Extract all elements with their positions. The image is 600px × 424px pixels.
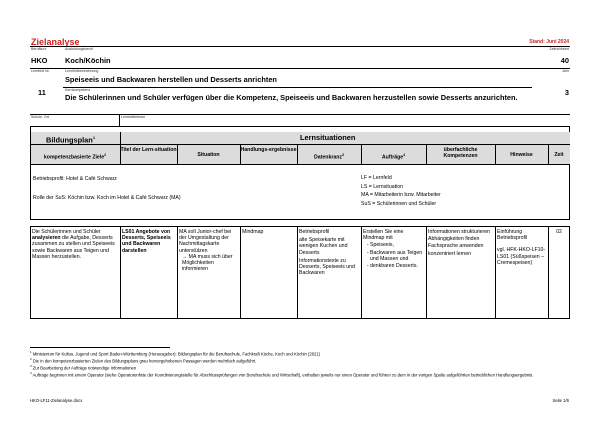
label-zeitrichtwert: Zeitrichtwert: [549, 47, 569, 51]
label-berufkurz: Berufkurz: [31, 47, 47, 51]
footnotes: [30, 350, 570, 378]
footnote: $^2$ Die in den kompetenzbasierten Zielen des Bildungsplans grau hervorgehobenen Passagen werden mehrfach aufgeführt.: [30, 356, 257, 364]
col-sep: [426, 226, 427, 319]
col-sep: [240, 226, 241, 319]
ziele-cell: Die Schülerinnen und Schüler analysieren die Aufgabe, Desserts zusammen zu stellen und Speiseeis sowie Backwaren aus Teigen und Massen herzustellen.: [32, 229, 115, 260]
col-header-kompetenzen: überfachliche Kompetenzen: [443, 147, 478, 160]
rule: [63, 87, 532, 88]
titel-cell: LS01 Angebote von Desserts, Speiseeis und Backwaren darstellen: [122, 229, 171, 254]
hinweise-cell: Einführung Betriebsprofil vgl. HFK-HKO-LF10-LS01 (Süßspeisen – Cremespeisen): [497, 229, 546, 266]
label-kernkompetenz: Kernkompetenz: [65, 88, 91, 92]
auftraege-cell: Erstellen Sie eine Mindmap mit - Speiseeis, - Backwaren aus Teigen und Massen und - denkbaren Desserts.: [363, 229, 425, 269]
col-sep: [426, 144, 427, 164]
kernkompetenz-value: Die Schülerinnen und Schüler verfügen über die Kompetenz, Speiseeis und Backwaren herzustellen sowie Desserts anzurichten.: [65, 93, 518, 102]
betriebsprofil-text: Betriebsprofil: Hotel & Café Schwarz: [33, 176, 117, 182]
auftrag-item: - Backwaren aus Teigen und Massen und: [370, 250, 425, 262]
col-header-titel: Titel der Lern-situation: [120, 147, 177, 153]
footnote: $^1$ Ministerium für Kultus, Jugend und Sport Baden-Württemberg (Herausgeber): Bildungsplan für die Berufsschule, Fachkraft Küche, Koch und Köchin (2021): [30, 350, 321, 357]
col-sep: [548, 226, 549, 319]
col-sep: [297, 226, 298, 319]
rule: [30, 144, 570, 145]
page-title: Zielanalyse: [31, 37, 80, 47]
lernfeld-nr-value: 11: [38, 88, 46, 97]
berufkurz-value: HKO: [31, 56, 48, 65]
label-lehrkraefteteam: Lehrkräfteteam: [121, 115, 146, 119]
col-sep: [120, 132, 121, 164]
label-jahr: Jahr: [562, 69, 569, 73]
col-sep: [177, 226, 178, 319]
col-sep: [548, 144, 549, 164]
title-rule: [30, 46, 570, 47]
col-sep: [240, 144, 241, 164]
label-schule-ort: Schule, Ort: [31, 115, 49, 119]
col-sep: [361, 144, 362, 164]
legend-item: MA = Mitarbeiterin bzw. Mitarbeiter: [361, 192, 441, 199]
kompetenz-item: konzentriert lernen: [428, 250, 471, 257]
footnote-rule: [30, 347, 170, 348]
auftrag-item: - denkbaren Desserts.: [370, 263, 425, 269]
handlungsergebnis-cell: Mindmap: [242, 229, 264, 235]
col-sep: [120, 226, 121, 319]
col-header-handlungsergebnisse: Handlungs-ergebnisse: [240, 147, 297, 153]
legend-item: SuS = Schülerinnen und Schüler: [361, 201, 437, 208]
rolle-text: Rolle der SuS: Köchin bzw. Koch im Hotel & Café Schwarz (MA): [33, 195, 181, 201]
col-header-datenkranz: Datenkranz$^3$: [314, 153, 344, 161]
kompetenz-item: Abhängigkeiten finden: [428, 236, 480, 243]
label-lernfeld-nr: Lernfeld Nr.: [31, 69, 50, 73]
rule: [30, 164, 570, 165]
kompetenzen-cell: [428, 229, 491, 257]
lernsituationen-header: Lernsituationen: [300, 133, 356, 142]
col-header-hinweise: Hinweise: [510, 152, 533, 158]
bildungsplan-header: Bildungsplan$^1$: [46, 135, 96, 145]
rule: [119, 114, 120, 126]
col-sep: [495, 144, 496, 164]
auftrag-item: - Speiseeis,: [370, 242, 425, 248]
kompetenz-item: Fachsprache anwenden: [428, 243, 484, 250]
label-lernfeldbezeichnung: Lernfeldbezeichnung: [65, 69, 99, 73]
legend-item: LS = Lernsituation: [361, 183, 403, 190]
legend-list: [361, 174, 441, 209]
footer-filename: HKO-LF11-Zielanalyse.docx: [30, 398, 83, 403]
zeit-cell: 02: [556, 229, 562, 235]
col-header-auftraege: Aufträge$^4$: [381, 153, 406, 161]
jahr-value: 3: [564, 88, 569, 97]
col-sep: [297, 144, 298, 164]
col-header-situation: Situation: [197, 152, 220, 158]
datenkranz-cell: Betriebsprofil alte Speisekarte mit wenigen Kuchen und Desserts Informationstexte zu Desserts, Speiseeis und Backwaren: [299, 229, 355, 277]
legend-item: LF = Lernfeld: [361, 175, 392, 181]
rule: [30, 114, 570, 115]
footnote: $^3$ Zur Bearbeitung der Aufträge notwendige Informationen: [30, 363, 137, 371]
col-sep: [177, 144, 178, 164]
footnote: $^4$ Aufträge beginnen mit einem Operator (siehe Operatorenliste der Koordinierungsstelle für Abschlussprüfungen von Berufsschule und Wirtschaft), enthalten jeweils nur einen Operator und führen zu dem in der vorigen Spalte aufgeführten betrieblichen Handlungsergebnis.: [30, 370, 534, 378]
ausbildungsberuf-value: Koch/Köchin: [65, 56, 111, 65]
col-sep: [361, 226, 362, 319]
stand-date: Stand: Juni 2024: [529, 39, 569, 45]
lernfeldbezeichnung-value: Speiseeis und Backwaren herstellen und Desserts anrichten: [65, 75, 277, 84]
col-header-ziele: kompetenzbasierte Ziele$^2$: [43, 153, 107, 161]
footer-page: Seite 1/6: [552, 398, 569, 403]
situation-cell: MA soll Junior-chef bei der Umgestaltung der Nachmittagskarte unterstützen → MA muss sich über Möglichkeiten informieren: [179, 229, 233, 273]
label-ausbildungsberuf: Ausbildungsberuf: [65, 47, 93, 51]
col-sep: [495, 226, 496, 319]
kompetenz-item: Informationen strukturieren: [428, 229, 490, 235]
zeitrichtwert-value: 40: [560, 56, 569, 65]
rule: [30, 68, 570, 69]
col-header-zeit: Zeit: [554, 152, 564, 158]
